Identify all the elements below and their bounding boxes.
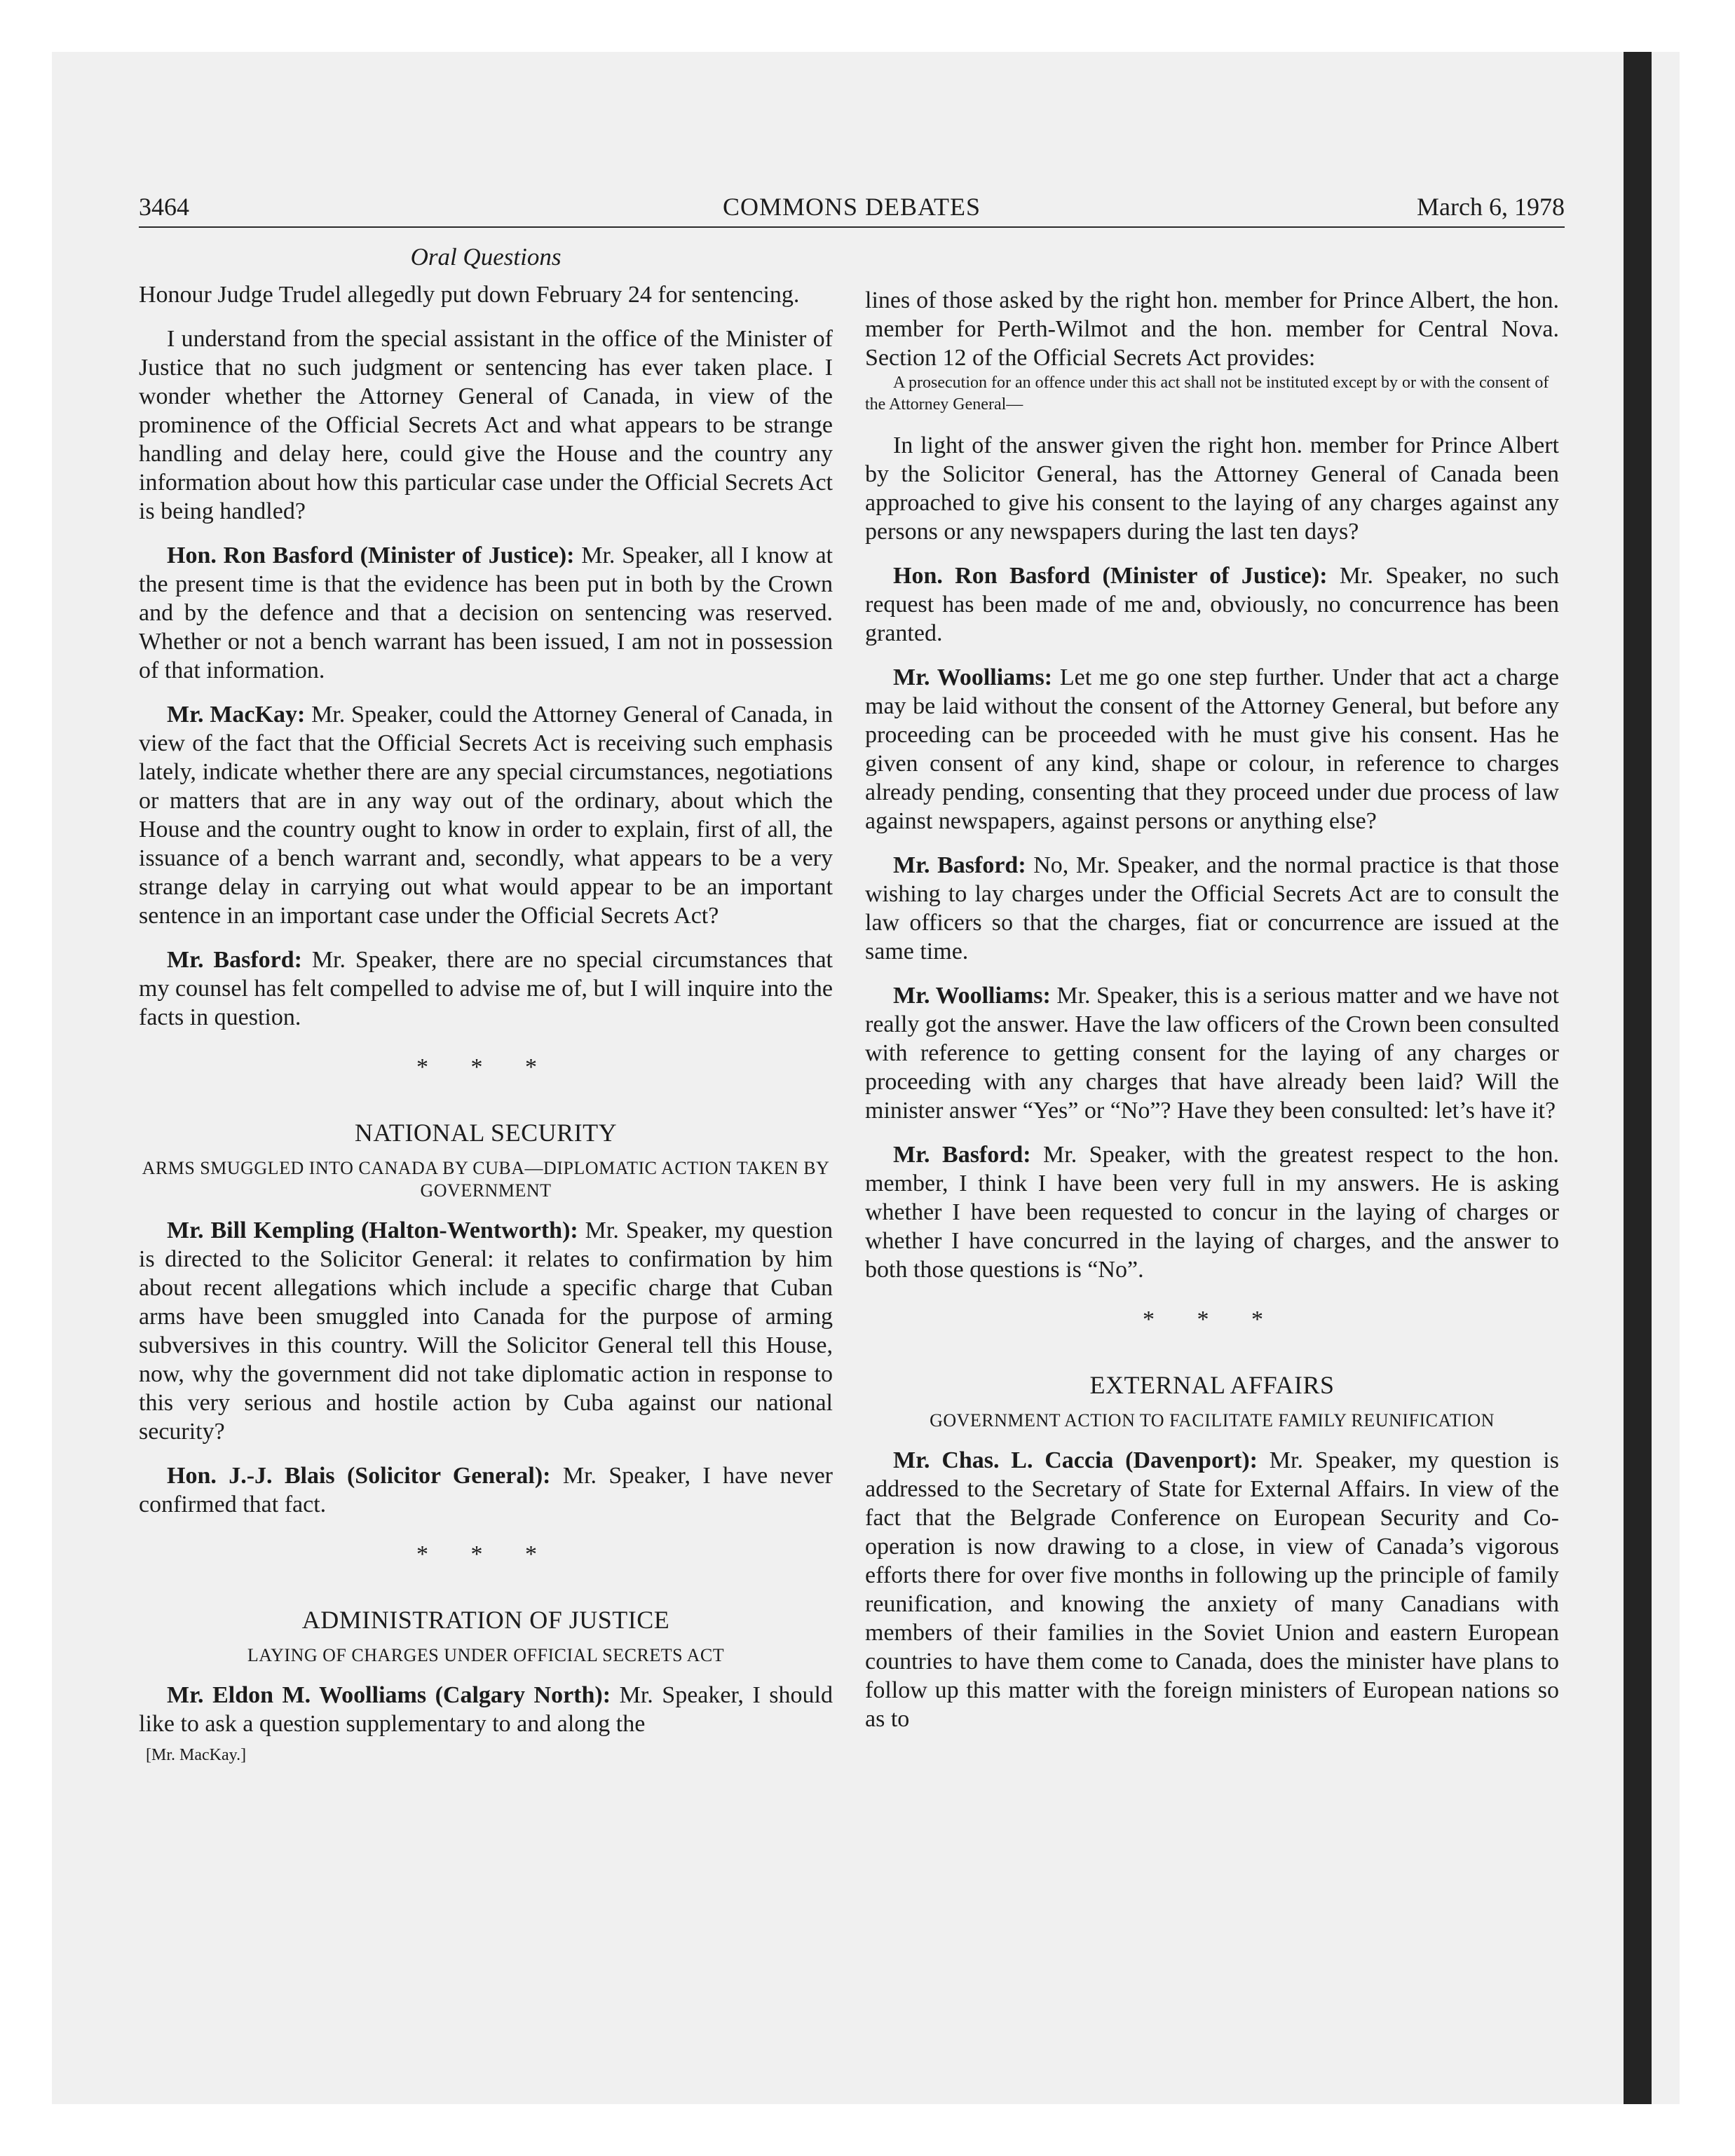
speaker-name: Mr. Basford:	[893, 852, 1026, 878]
section-divider: * * *	[416, 1541, 555, 1567]
paragraph: lines of those asked by the right hon. member for Prince Albert, the hon. member for Perth-Wilmot and the hon. member for Central Nova. Section 12 of the Official Secrets Act provides:	[865, 287, 1559, 371]
speech-paragraph	[865, 981, 1559, 1125]
section-heading: ADMINISTRATION OF JUSTICE	[301, 1606, 670, 1634]
paragraph: I understand from the special assistant in the office of the Minister of Justice that no such judgment or sentencing has ever taken place. I wonder whether the Attorney General of Canada, in view of the prominence of the Official Secrets Act and what appears to be strange handling and delay here, could give the House and the country any information about how this particular case under the Official Secrets Act is being handled?	[139, 326, 833, 524]
speaker-name: Mr. Basford:	[893, 1142, 1031, 1168]
speech-paragraph	[865, 1446, 1559, 1733]
speaker-name: Hon. Ron Basford (Minister of Justice):	[893, 563, 1328, 589]
speech-text: Mr. Speaker, with the greatest respect to the hon. member, I think I have been very full in my answers. He is asking whether I have been requested to concur in the laying of charges or whether I have concurred in the laying of charges, and the answer to both those questions is “No”.	[865, 1142, 1559, 1283]
section-heading: EXTERNAL AFFAIRS	[1089, 1371, 1335, 1399]
speaker-name: Mr. Eldon M. Woolliams (Calgary North):	[167, 1682, 611, 1708]
page-number: 3464	[139, 193, 189, 221]
speaker-name: Mr. Woolliams:	[893, 664, 1053, 690]
speech-text: Mr. Speaker, my question is directed to the Solicitor General: it relates to confirmation by him about recent allegations which include a specific charge that Cuban arms have been smuggled into Canada for the purpose of arming subversives in this country. Will the Solicitor General tell this House, now, why the government did not take diplomatic action in response to this very serious and hostile action by Cuba against our national security?	[139, 1217, 834, 1445]
speech-text: Mr. Speaker, no such request has been made of me and, obviously, no concurrence has been granted.	[865, 563, 1559, 646]
speech-paragraph	[139, 1681, 833, 1738]
speech-paragraph	[139, 946, 833, 1032]
left-column	[139, 280, 833, 1766]
speaker-name: Hon. J.-J. Blais (Solicitor General):	[167, 1463, 551, 1489]
speech-paragraph	[139, 541, 833, 685]
speech-paragraph	[865, 851, 1559, 966]
section-heading: NATIONAL SECURITY	[354, 1119, 618, 1147]
page-date: March 6, 1978	[1417, 193, 1565, 221]
speech-paragraph	[865, 663, 1559, 835]
speaker-name: Mr. MacKay:	[167, 702, 306, 728]
footnote: [Mr. MacKay.]	[146, 1746, 247, 1764]
speaker-name: Hon. Ron Basford (Minister of Justice):	[167, 543, 575, 568]
speech-paragraph	[139, 1461, 833, 1519]
section-divider: * * *	[416, 1054, 555, 1080]
page-header	[139, 189, 1565, 224]
speech-text: Mr. Speaker, I have never confirmed that fact.	[139, 1463, 833, 1517]
speech-paragraph	[139, 700, 833, 930]
speech-text: Mr. Speaker, my question is addressed to the Secretary of State for External Affairs. In view of the fact that the Belgrade Conference on European Security and Co-operation is now drawing to a close, in view of Canada’s vigorous efforts there for over five months in following up the principle of family reunification, and knowing the anxiety of many Canadians with members of their families in the Soviet Union and eastern European countries to have them come to Canada, does the minister have plans to follow up this matter with the foreign ministers of European nations so as to	[865, 1447, 1559, 1732]
right-column	[865, 286, 1559, 1733]
speech-text: Mr. Speaker, could the Attorney General of Canada, in view of the fact that the Official Secrets Act is receiving such emphasis lately, indicate whether there are any special circumstances, negotiations or matters that are in any way out of the ordinary, about which the House and the country ought to know in order to explain, first of all, the issuance of a bench warrant and, secondly, what appears to be a very strange delay in carrying out what would appear to be an important sentence in an important case under the Official Secrets Act?	[139, 702, 833, 929]
speaker-name: Mr. Chas. L. Caccia (Davenport):	[893, 1447, 1258, 1473]
publication-title: COMMONS DEBATES	[722, 193, 981, 221]
speech-text: Mr. Speaker, I should like to ask a question supplementary to and along the	[139, 1682, 833, 1737]
speech-text: Let me go one step further. Under that act a charge may be laid without the consent of the Attorney General, but before any proceeding can be proceeded with he must give his consent. Has he given consent of any kind, shape or colour, in reference to charges already pending, consenting that they proceed under due process of law against newspapers, against persons or anything else?	[865, 664, 1559, 834]
speech-text: Mr. Speaker, this is a serious matter and we have not really got the answer. Have the law officers of the Crown been consulted with reference to getting consent for the laying of any charges or proceeding with any charges that have already been laid? Will the minister answer “Yes” or “No”? Have they been consulted: let’s have it?	[865, 983, 1559, 1124]
binding-edge	[1624, 52, 1652, 2104]
speech-paragraph	[865, 1140, 1559, 1284]
paragraph: Honour Judge Trudel allegedly put down February 24 for sentencing.	[139, 282, 800, 308]
section-subheading: ARMS SMUGGLED INTO CANADA BY CUBA—DIPLOMATIC ACTION TAKEN BY GOVERNMENT	[142, 1158, 830, 1201]
speaker-name: Mr. Basford:	[167, 947, 302, 973]
speaker-name: Mr. Woolliams:	[893, 983, 1051, 1009]
header-rule	[139, 226, 1565, 228]
speech-paragraph	[865, 561, 1559, 648]
speech-paragraph	[139, 1216, 833, 1446]
paragraph: In light of the answer given the right hon. member for Prince Albert by the Solicitor General, has the Attorney General of Canada been approached to give his consent to the laying of any charges against any persons or any newspapers during the last ten days?	[865, 432, 1559, 545]
running-head: Oral Questions	[410, 243, 562, 271]
speech-text: Mr. Speaker, all I know at the present time is that the evidence has been put in both by the Crown and by the defence and that a decision on sentencing was reserved. Whether or not a bench warrant has been issued, I am not in possession of that information.	[139, 543, 834, 683]
speech-text: Mr. Speaker, there are no special circumstances that my counsel has felt compelled to advise me of, but I will inquire into the facts in question.	[139, 947, 833, 1030]
section-divider: * * *	[1143, 1306, 1281, 1332]
speech-text: No, Mr. Speaker, and the normal practice is that those wishing to lay charges under the Official Secrets Act are to consult the law officers so that the charges, fiat or concurrence are issued at the same time.	[865, 852, 1559, 964]
speaker-name: Mr. Bill Kempling (Halton-Wentworth):	[167, 1217, 578, 1243]
block-quote: A prosecution for an offence under this act shall not be instituted except by or with the consent of the Attorney General—	[865, 374, 1549, 414]
section-subheading: GOVERNMENT ACTION TO FACILITATE FAMILY REUNIFICATION	[930, 1410, 1495, 1431]
section-subheading: LAYING OF CHARGES UNDER OFFICIAL SECRETS ACT	[247, 1645, 725, 1665]
